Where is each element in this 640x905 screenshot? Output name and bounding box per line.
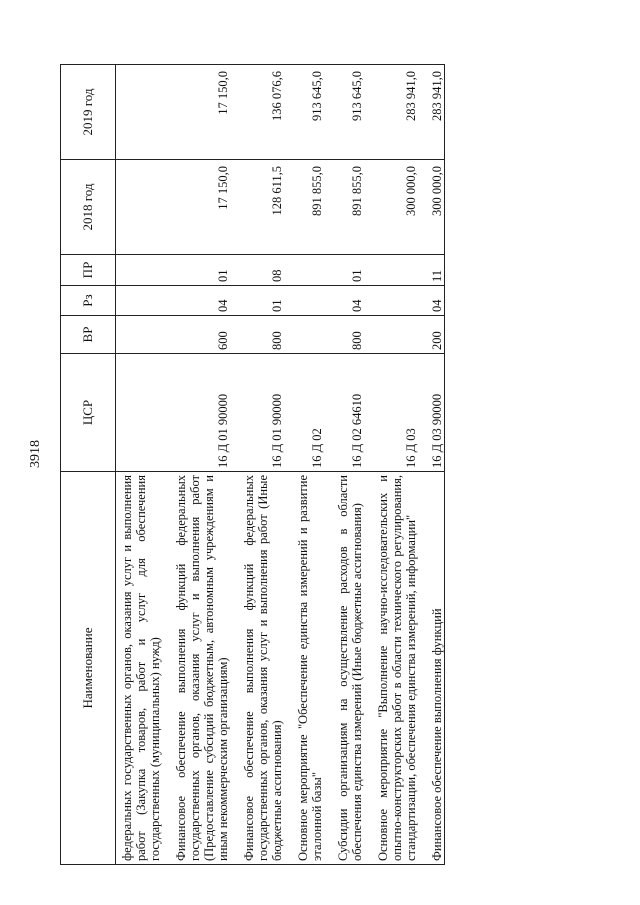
row-name: Финансовое обеспечение выполнения функций (426, 472, 445, 865)
row-2019: 913 645,0 (332, 65, 364, 160)
table-row (116, 65, 163, 865)
row-2019: 136 076,6 (238, 65, 284, 160)
row-csr (116, 354, 163, 472)
budget-table (60, 64, 445, 865)
row-pr: 01 (332, 255, 364, 286)
row-csr: 16 Д 02 64610 (332, 354, 364, 472)
row-rz: 04 (170, 286, 230, 316)
row-vr: 200 (426, 316, 445, 354)
page-number: 3918 (28, 440, 43, 468)
row-name: Основное мероприятие "Выполнение научно-исследовательских и опытно-конструкторских работ в области технического регулирования, стандартизации, обеспечения единства измерений, информации" (372, 472, 418, 865)
row-name: Финансовое обеспечение выполнения функций федеральных государственных органов, оказания услуг и выполнения работ (Иные бюджетные ассигнования) (238, 472, 284, 865)
row-rz (372, 286, 418, 316)
row-2019: 17 150,0 (170, 65, 230, 160)
row-vr (372, 316, 418, 354)
row-csr: 16 Д 03 90000 (426, 354, 445, 472)
row-name: Финансовое обеспечение выполнения функций федеральных государственных органов, оказания услуг и выполнения работ (Предоставление субсидий бюджетным, автономным учреждениям и иным некоммерческим организациям) (170, 472, 230, 865)
row-2018 (116, 160, 163, 255)
table-row (238, 65, 284, 865)
row-vr: 600 (170, 316, 230, 354)
table-row (372, 65, 418, 865)
row-csr: 16 Д 01 90000 (170, 354, 230, 472)
row-pr: 08 (238, 255, 284, 286)
table-header-row (61, 65, 116, 865)
row-rz: 01 (238, 286, 284, 316)
row-2019: 283 941,0 (372, 65, 418, 160)
row-rz: 04 (332, 286, 364, 316)
row-pr (116, 255, 163, 286)
header-2019: 2019 год (61, 65, 116, 160)
row-2019: 283 941,0 (426, 65, 445, 160)
header-csr: ЦСР (61, 354, 116, 472)
row-vr: 800 (238, 316, 284, 354)
table-row (170, 65, 230, 865)
header-pr: ПР (61, 255, 116, 286)
row-rz (292, 286, 324, 316)
row-2018: 300 000,0 (372, 160, 418, 255)
row-vr (116, 316, 163, 354)
budget-table-page (60, 65, 585, 865)
row-name: Основное мероприятие "Обеспечение единства измерений и развитие эталонной базы" (292, 472, 324, 865)
row-pr: 01 (170, 255, 230, 286)
header-2018: 2018 год (61, 160, 116, 255)
row-name: федеральных государственных органов, оказания услуг и выполнения работ (Закупка товаров, работ и услуг для обеспечения государственных (муниципальных) нужд) (116, 472, 163, 865)
table-row (426, 65, 445, 865)
table-row (332, 65, 364, 865)
row-vr: 800 (332, 316, 364, 354)
row-pr: 11 (426, 255, 445, 286)
row-name: Субсидии организациям на осуществление расходов в области обеспечения единства измерений (Иные бюджетные ассигнования) (332, 472, 364, 865)
header-rz: Рз (61, 286, 116, 316)
row-rz: 04 (426, 286, 445, 316)
row-csr: 16 Д 01 90000 (238, 354, 284, 472)
header-name: Наименование (61, 472, 116, 865)
table-row (292, 65, 324, 865)
row-2018: 128 611,5 (238, 160, 284, 255)
row-vr (292, 316, 324, 354)
row-csr: 16 Д 03 (372, 354, 418, 472)
row-2018: 891 855,0 (292, 160, 324, 255)
row-pr (292, 255, 324, 286)
row-2019: 913 645,0 (292, 65, 324, 160)
header-vr: ВР (61, 316, 116, 354)
row-2019 (116, 65, 163, 160)
row-2018: 891 855,0 (332, 160, 364, 255)
row-2018: 300 000,0 (426, 160, 445, 255)
row-rz (116, 286, 163, 316)
row-2018: 17 150,0 (170, 160, 230, 255)
row-pr (372, 255, 418, 286)
row-csr: 16 Д 02 (292, 354, 324, 472)
